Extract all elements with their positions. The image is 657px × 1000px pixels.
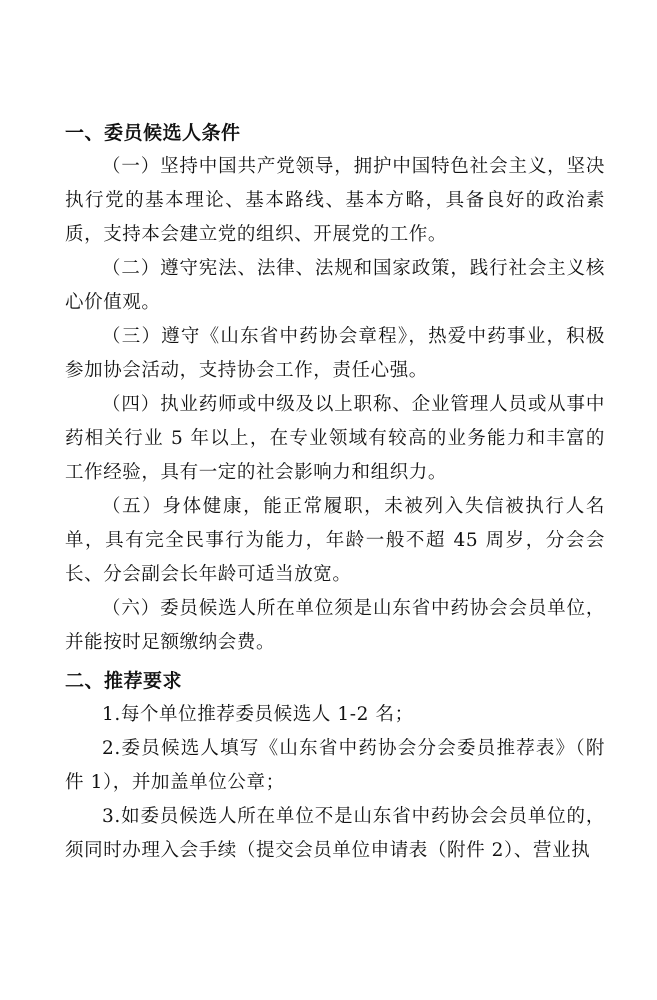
section-heading-candidate-conditions: 一、委员候选人条件 [65,122,241,144]
paragraph-condition-6: （六）委员候选人所在单位须是山东省中药协会会员单位，并能按时足额缴纳会费。 [65,598,605,653]
paragraph-requirement-1: 1.每个单位推荐委员候选人 1-2 名； [102,704,414,725]
paragraph-condition-5: （五）身体健康，能正常履职，未被列入失信被执行人名单，具有完全民事行为能力，年龄一般不超 45 周岁，分会会长、分会副会长年龄可适当放宽。 [65,496,605,585]
paragraph-condition-1: （一）坚持中国共产党领导，拥护中国特色社会主义，坚决执行党的基本理论、基本路线、基本方略，具备良好的政治素质，支持本会建立党的组织、开展党的工作。 [65,156,605,245]
section-heading-recommendation-requirements: 二、推荐要求 [65,670,183,692]
document-page [65,116,605,868]
paragraph-condition-4: （四）执业药师或中级及以上职称、企业管理人员或从事中药相关行业 5 年以上，在专业领域有较高的业务能力和丰富的工作经验，具有一定的社会影响力和组织力。 [65,394,605,483]
paragraph-requirement-2: 2.委员候选人填写《山东省中药协会分会委员推荐表》（附件 1），并加盖单位公章； [65,738,605,793]
paragraph-condition-2: （二）遵守宪法、法律、法规和国家政策，践行社会主义核心价值观。 [65,258,605,313]
paragraph-requirement-3: 3.如委员候选人所在单位不是山东省中药协会会员单位的，须同时办理入会手续（提交会员单位申请表（附件 2）、营业执 [65,806,605,861]
paragraph-condition-3: （三）遵守《山东省中药协会章程》，热爱中药事业，积极参加协会活动，支持协会工作，责任心强。 [65,326,605,381]
